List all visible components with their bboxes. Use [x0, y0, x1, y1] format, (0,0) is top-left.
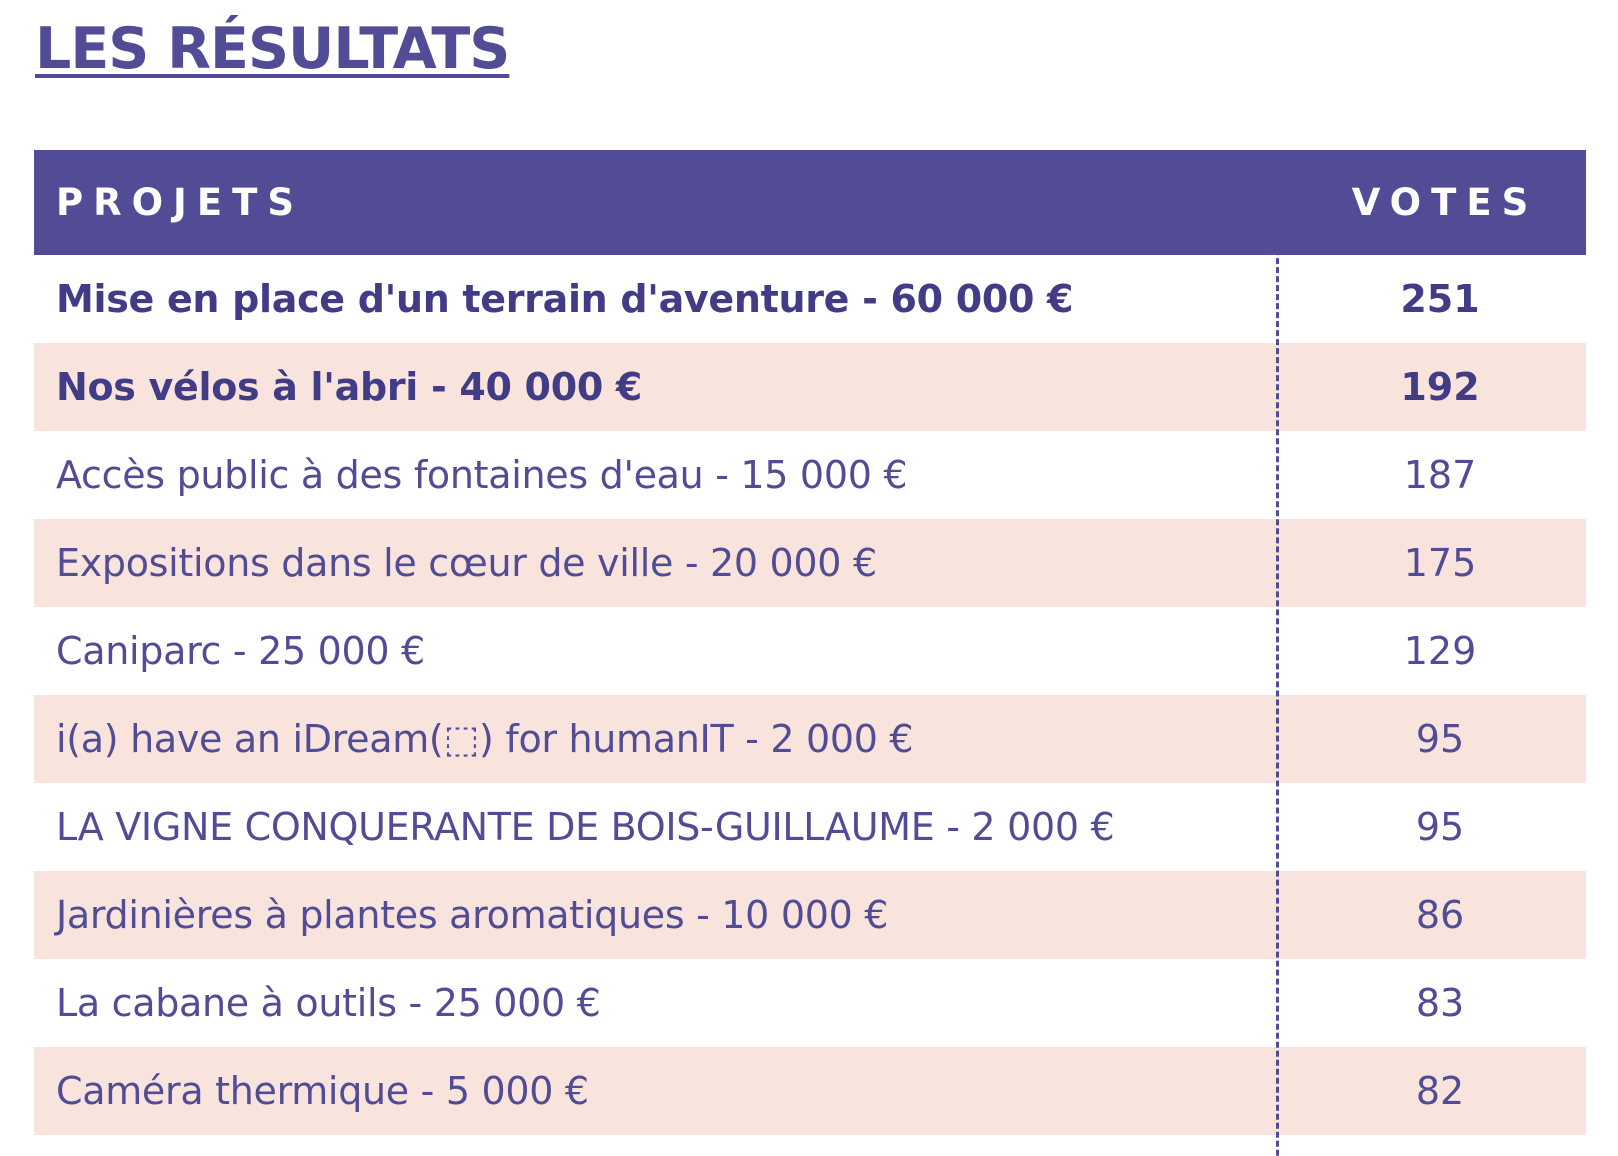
project-name: Nos vélos à l'abri - 40 000 € [56, 365, 643, 409]
project-name: LA VIGNE CONQUERANTE DE BOIS-GUILLAUME - 2 000 € [56, 805, 1115, 849]
table-row [34, 695, 1586, 783]
table-row [34, 343, 1586, 431]
vote-count: 95 [1415, 717, 1465, 761]
table-row [34, 519, 1586, 607]
results-table [34, 150, 1586, 1135]
project-name: Expositions dans le cœur de ville - 20 000 € [56, 541, 877, 585]
vote-count: 83 [1415, 981, 1465, 1025]
vote-count: 86 [1415, 893, 1465, 937]
vote-count: 95 [1415, 805, 1465, 849]
table-row [34, 959, 1586, 1047]
vote-count: 129 [1403, 629, 1477, 673]
project-name: Accès public à des fontaines d'eau - 15 000 € [56, 453, 908, 497]
table-row [34, 431, 1586, 519]
project-name: Caniparc - 25 000 € [56, 629, 425, 673]
table-row [34, 871, 1586, 959]
header-votes: VOTES [1351, 181, 1539, 224]
header-projets: PROJETS [56, 181, 304, 224]
page-title: LES RÉSULTATS [35, 16, 510, 82]
vote-count: 187 [1403, 453, 1477, 497]
project-name: Caméra thermique - 5 000 € [56, 1069, 589, 1113]
vote-count: 82 [1415, 1069, 1465, 1113]
vote-count: 251 [1400, 277, 1480, 321]
project-name: i(a) have an iDream(⬚) for humanIT - 2 000 € [56, 717, 914, 761]
table-row [34, 783, 1586, 871]
table-row [34, 255, 1586, 343]
table-row [34, 607, 1586, 695]
project-name: La cabane à outils - 25 000 € [56, 981, 601, 1025]
project-name: Mise en place d'un terrain d'aventure - 60 000 € [56, 277, 1074, 321]
table-header [34, 150, 1586, 255]
vote-count: 175 [1403, 541, 1477, 585]
column-divider [1276, 150, 1279, 1156]
project-name: Jardinières à plantes aromatiques - 10 000 € [56, 893, 889, 937]
table-row [34, 1047, 1586, 1135]
vote-count: 192 [1400, 365, 1480, 409]
